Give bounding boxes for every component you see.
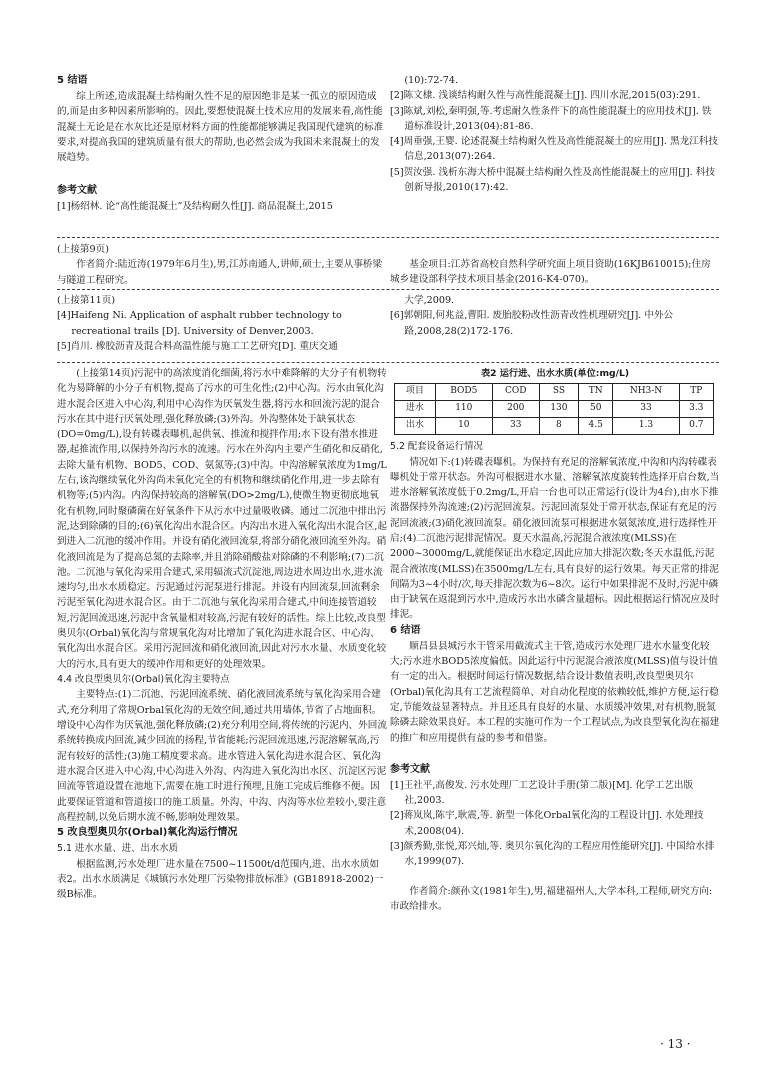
table-cell: 8 (539, 418, 578, 435)
table-cell: 1.3 (613, 418, 679, 435)
section-6-title: 6 结语 (390, 624, 421, 636)
reference-1: [1]杨绍林. 论“高性能混凝土”及结构耐久性[J]. 商品混凝土,2015 (57, 201, 333, 213)
table-header-cell: TN (579, 384, 613, 401)
section-5-2-body: 情况如下:(1)转碟表曝机。为保持有充足的溶解氧浓度,中沟和内沟转碟表曝机处于常开状态。外沟可根据进水水量、溶解氧浓度旋转性选择开启台数,当进水溶解氧浓度低于0.2mg/L,开启一台也可以正常运行(设计为4台),由水下推流器保持外沟流速;(2)污泥回流泵。污泥回流泵处于常开状态,保证有充足的污泥回流液;(3)硝化液回流泵。硝化液回流泵可根据进水氨氮浓度,进行选择性开启;(4)二沉池污泥排泥情况。夏天水温高,污泥混合液浓度(MLSS)在2000~3000mg/L,就能保证出水稳定,因此应加大排泥次数;冬天水温低,污泥混合液浓度(MLSS)在3500mg/L左右,具有良好的运行效果。每天正常的排泥间隔为3~4小时/次,每天排泥次数为6~8次。运行中如果排泥不及时,污泥中磷由于缺氧在返混到污水中,造成污水出水磷含量超标。因此根据运行情况应及时排泥。 (390, 456, 720, 621)
divider (57, 237, 719, 238)
oxidation-ditch-text: 污泥中的高浓度消化细菌,将污水中难降解的大分子有机物转化为易降解的小分子有机物,提高了污水的可生化性;(2)中心沟。污水由氧化沟进水混合区进入中心沟,利用中心沟作为厌氧发生器,将污水和回流污泥的混合污水在其中进行厌氧处理,强化释放磷;(3)外沟。外沟整体处于缺氧状态(DO=0mg/L),设有转碟表曝机,起供氧、推流和搅拌作用;水下设有潜水推进器,起推流作用,以保持外沟污水的流速。污水在外沟内主要产生硝化和反硝化,去除大量有机物、BOD5、COD、氨氮等;(3)中沟。中沟溶解氧浓度为1mg/L左右,该沟继续氧化外沟尚未氧化完全的有机物和继续硝化作用,进一步去除有机物等;(5)内沟。内沟保持较高的溶解氧(DO>2mg/L),使微生物更彻底地氧化有机物,同时聚磷菌在好氧条件下从污水中过量吸收磷。通过二沉池中排出污泥,达到除磷的目的;(6)氧化沟出水混合区。内沟出水进入氧化沟出水混合区,起到进入二沉池的缓冲作用。并设有硝化液回流泵,将部分硝化液回流至外沟。硝化液回流是为了提高总氮的去除率,并且消除硝酸盐对除磷的不利影响;(7)二沉池。二沉池与氧化沟采用合建式,采用辐流式沉淀池,周边进水周边出水,进水流速均匀,出水水质稳定。污泥通过污泥泵进行排泥。并设有内回流泵,回流剩余污泥至氧化沟进水混合区。由于二沉池与氧化沟采用合建式,中间连接管道较短,污泥回流迅速,污泥中含氧量相对较高,污泥有较好的活性。综上比较,改良型奥贝尔(Orbal)氧化沟与常规氧化沟对比增加了氧化沟进水混合区、中心沟、氧化沟出水混合区。采用污泥回流和硝化液回流,因此对污水水量、水质变化较大的污水,具有更大的缓冲作用和更好的处理效果。 (57, 368, 387, 670)
table-header-cell: COD (492, 384, 539, 401)
reference-4: [4]周垂强,王婴. 论述混凝土结构耐久性及高性能混凝土的应用[J]. 黑龙江科技信息,2013(07):264. (390, 136, 718, 163)
references-title-2: 参考文献 (390, 763, 430, 775)
section-5-2-title: 5.2 配套设备运行情况 (390, 441, 483, 452)
references-title: 参考文献 (57, 185, 97, 197)
top-right-column (390, 73, 720, 195)
p9-right (390, 257, 720, 288)
section-5-title: 5 结语 (57, 75, 88, 86)
table-cell: 0.7 (679, 418, 713, 435)
p11-right (390, 293, 720, 339)
reference-2: [2]陈文棣. 浅谈结构耐久性与高性能混凝土[J]. 四川水泥,2015(03):291. (390, 90, 701, 102)
table-cell: 33 (613, 401, 679, 418)
divider (57, 362, 719, 363)
section-5-body: 综上所述,造成混凝土结构耐久性不足的原因绝非是某一孤立的原因造成的,而是由多种因素所影响的。因此,要想使混凝土技术应用的发展来看,高性能混凝土无论是在水灰比还是原材料方面的性能都能够满足我国现代建筑的标准要求,对提高我国的建筑质量有很大的帮助,也必然会成为我国未来混凝土的发展趋势。 (57, 91, 384, 164)
table-header-cell: BOD5 (435, 384, 492, 401)
main-right-column (390, 366, 720, 914)
table-header-cell: SS (539, 384, 578, 401)
section-5-1-title: 5.1 进水水量、进、出水水质 (57, 843, 179, 855)
table-header-cell: TP (679, 384, 713, 401)
table-cell: 200 (492, 401, 539, 418)
table-cell: 3.3 (679, 401, 713, 418)
main-reference-2: [2]蒋岚岚,陈宇,耿震,等. 新型一体化Orbal氧化沟的工程设计[J]. 水处理技术,2008(04). (390, 810, 704, 837)
p11-ref-5: [5]肖川. 橡胶沥青及混合料高温性能与施工工艺研究[D]. 重庆交通 (57, 340, 338, 352)
water-quality-table (394, 383, 714, 435)
table-2-caption: 表2 运行进、出水水质(单位:mg/L) (480, 368, 630, 379)
section-6-body: 顺昌县县城污水干管采用截流式主干管,造成污水处理厂进水水量变化较大;污水进水BOD5浓度偏低。因此运行中污泥混合液浓度(MLSS)值与设计值有一定的出入。根据时间运行情况数据,结合设计数值表明,改良型奥贝尔(Orbal)氧化沟具有工艺流程简单、对自动化程度的依赖较低,维护方便,运行稳定,节能效益显著特点。并且还具有良好的水量、水质缓冲效果,对有机物,脱氮除磷去除效果良好。本工程的实施可作为一个工程试点,为改良型氧化沟在福建的推广和应用提供有益的参考和借鉴。 (390, 640, 720, 744)
main-left-column (57, 366, 387, 903)
table-cell: 4.5 (579, 418, 613, 435)
continued-from-p9: (上接第9页) (57, 244, 109, 255)
fund-info: 基金项目:江苏省高校自然科学研究面上项目资助(16KJB610015);住房城乡建设部科学技术项目基金(2016-K4-070)。 (390, 259, 711, 286)
table-cell: 110 (435, 401, 492, 418)
reference-5: [5]贺汝强. 浅析东海大桥中混凝土结构耐久性及高性能混凝土的应用[J]. 科技创新导报,2010(17):42. (390, 166, 715, 194)
table-cell: 10 (435, 418, 492, 435)
table-header-cell: NH3-N (613, 384, 679, 401)
page-number: · 13 · (660, 1037, 691, 1051)
section-5-heading: 5 改良型奥贝尔(Orbal)氧化沟运行情况 (57, 827, 238, 839)
table-header-cell: 项目 (395, 384, 436, 401)
table-cell: 进水 (395, 401, 436, 418)
oxidation-ditch-paragraph (57, 366, 387, 672)
main-reference-1: [1]王社平,高俊发. 污水处理厂工艺设计手册(第二版)[M]. 化学工艺出版社,2003. (390, 779, 694, 807)
p11-left (57, 293, 387, 354)
continued-from-p11: (上接第11页) (57, 295, 116, 306)
continued-from-p14: (上接第14页) (76, 368, 135, 379)
table-header-row (395, 384, 714, 401)
reference-3: [3]陈斌,刘松,秦明强,等.考虑耐久性条件下的高性能混凝土的应用技术[J]. 铁道标准设计,2013(04):81-86. (390, 105, 712, 132)
table-row (395, 418, 714, 435)
section-5-1-body: 根据监测,污水处理厂进水量在7500~11500t/d范围内,进、出水水质如表2。出水水质满足《城镇污水处理厂污染物排放标准》(GB18918-2002)一级B标准。 (57, 858, 384, 901)
p11-ref-4: [4]Haifeng Ni. Application of asphalt rubber technology to recreational trails [D]. University of Denver,2003. (57, 310, 342, 337)
top-left-column (57, 73, 387, 215)
table-cell: 50 (579, 401, 613, 418)
table-cell: 130 (539, 401, 578, 418)
author-bio-1: 作者简介:陆近涛(1979年6月生),男,江苏南通人,讲师,硕士,主要从事桥梁与隧道工程研究。 (57, 259, 383, 286)
section-4-4-body: 主要特点:(1)二沉池、污泥回流系统、硝化液回流系统与氧化沟采用合建式,充分利用了常规Orbal氧化沟的无效空间,通过共用墙体,节省了占地面积。增设中心沟作为厌氧池,强化释放磷;(2)充分利用空间,将传统的污泥内、外回流系统转换成内回流,减少回流的扬程,节省能耗;污泥回流迅速,污泥溶解氧高,污泥有较好的活性;(3)施工精度要求高。进水管进入氧化沟进水混合区、氧化沟进水混合区进入中心沟,中心沟进入外沟、内沟进入氧化沟出水区、沉淀区污泥回流等管道设置在池地下,需要在施工时进行预埋,且施工完成后维修不便。因此要保证管道和管道接口的施工质量。外沟、中沟、内沟等水位差较小,要注意高程控制,以免后期水流不畅,影响处理效果。 (57, 689, 387, 823)
table-cell: 出水 (395, 418, 436, 435)
p11-ref-6: [6]郭朝阳,何兆益,曹阳. 废胎胶粉改性沥青改性机理研究[J]. 中外公路,2008,28(2)172-176. (390, 310, 674, 337)
p11-ref-5-cont: 大学,2009. (404, 295, 455, 306)
table-cell: 33 (492, 418, 539, 435)
section-4-4-title: 4.4 改良型奥贝尔(Orbal)氧化沟主要特点 (57, 673, 230, 685)
p9-left (57, 242, 387, 288)
main-reference-3: [3]颜秀勤,张悦,郑兴灿,等. 奥贝尔氧化沟的工程应用性能研究[J]. 中国给水排水,1999(07). (390, 841, 715, 868)
divider (57, 289, 719, 290)
table-row (395, 401, 714, 418)
author-bio-2: 作者简介:颜孙文(1981年生),男,福建福州人,大学本科,工程师,研究方向:市政给排水。 (390, 885, 713, 912)
reference-1-cont: (10):72-74. (404, 75, 459, 86)
